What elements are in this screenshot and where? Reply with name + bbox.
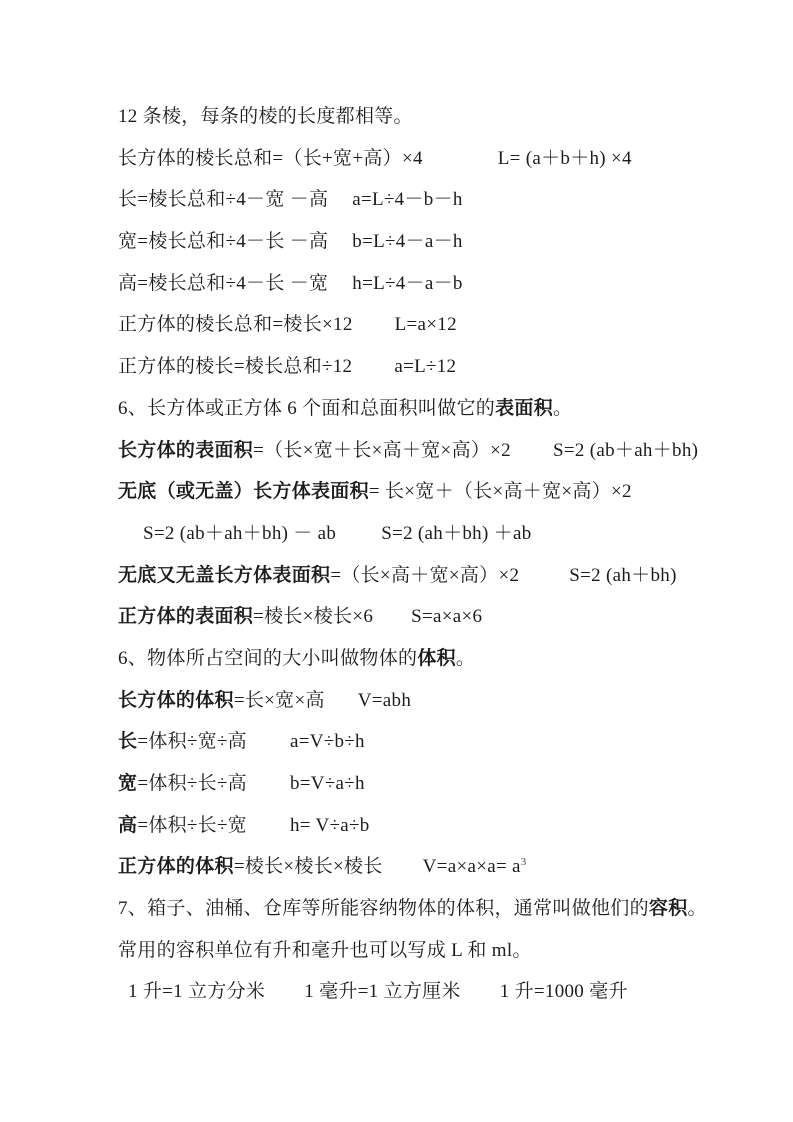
formula-term-bold: 无底又无盖长方体表面积 bbox=[118, 564, 331, 586]
text-line bbox=[118, 430, 733, 472]
text-segment: S=2 (ab＋ah＋bh) － ab bbox=[143, 522, 337, 544]
text-line bbox=[118, 513, 733, 555]
text-segment: 常用的容积单位有升和毫升也可以写成 L 和 ml。 bbox=[118, 939, 532, 961]
text-segment: =（长×宽＋长×高＋宽×高）×2 bbox=[253, 439, 511, 461]
text-segment: 1 毫升=1 立方厘米 bbox=[304, 981, 461, 1003]
formula-term-bold: 正方体的表面积 bbox=[118, 606, 254, 628]
text-line bbox=[118, 763, 733, 805]
text-segment: =体积÷宽÷高 bbox=[137, 731, 247, 753]
text-line bbox=[118, 638, 733, 680]
text-line bbox=[118, 96, 733, 138]
text-segment: L=a×12 bbox=[394, 314, 457, 336]
text-line bbox=[118, 971, 733, 1013]
text-segment: 长=棱长总和÷4－宽 －高 bbox=[118, 189, 329, 211]
text-segment: 7、箱子、油桶、仓库等所能容纳物体的体积，通常叫做他们的 bbox=[118, 898, 649, 920]
text-segment: V=abh bbox=[357, 689, 412, 711]
text-segment: a=V÷b÷h bbox=[289, 731, 365, 753]
text-segment: 。 bbox=[687, 898, 707, 920]
text-segment: 正方体的棱长总和=棱长×12 bbox=[118, 314, 353, 336]
text-segment: V=a×a×a= a bbox=[422, 856, 521, 878]
text-line bbox=[118, 179, 733, 221]
text-segment: = 长×宽＋（长×高＋宽×高）×2 bbox=[368, 481, 632, 503]
text-segment: 正方体的棱长=棱长总和÷12 bbox=[118, 356, 353, 378]
text-segment: S=a×a×6 bbox=[411, 606, 483, 628]
formula-term-bold: 长方体的表面积 bbox=[118, 439, 254, 461]
text-segment: L= (a＋b＋h) ×4 bbox=[497, 147, 632, 169]
text-line bbox=[118, 721, 733, 763]
text-segment: 长方体的棱长总和=（长+宽+高）×4 bbox=[118, 147, 423, 169]
formula-term-bold: 长方体的体积 bbox=[118, 689, 234, 711]
text-segment: 6、物体所占空间的大小叫做物体的 bbox=[118, 647, 418, 669]
formula-term-bold: 容积 bbox=[648, 898, 688, 920]
text-segment: S=2 (ah＋bh) bbox=[569, 564, 677, 586]
text-segment: h= V÷a÷b bbox=[289, 814, 370, 836]
formula-term-bold: 正方体的体积 bbox=[118, 856, 234, 878]
text-line: 正方体的体积=棱长×棱长×棱长 $V=a\times a\times a= a^3$ bbox=[118, 846, 733, 888]
text-segment: 。 bbox=[455, 647, 476, 669]
text-line bbox=[118, 471, 733, 513]
text-line bbox=[118, 304, 733, 346]
formula-term-bold: 宽 bbox=[118, 773, 138, 794]
text-segment: =体积÷长÷宽 bbox=[137, 814, 247, 836]
text-segment: a=L÷12 bbox=[394, 356, 457, 378]
text-segment: b=V÷a÷h bbox=[289, 773, 365, 794]
text-line bbox=[118, 221, 733, 263]
formula-term-bold: 表面积 bbox=[495, 397, 554, 419]
text-segment: h=L÷4－a－b bbox=[352, 272, 463, 294]
text-segment: 高=棱长总和÷4－长 －宽 bbox=[118, 272, 329, 294]
text-segment: =棱长×棱长×棱长 bbox=[233, 856, 383, 878]
text-line bbox=[118, 680, 733, 722]
text-line bbox=[118, 555, 733, 597]
text-segment: a=L÷4－b－h bbox=[352, 189, 463, 211]
document-body bbox=[118, 96, 733, 1013]
text-segment: 1 升=1 立方分米 bbox=[128, 981, 266, 1003]
text-segment: b=L÷4－a－h bbox=[352, 231, 463, 253]
formula-term-bold: 高 bbox=[118, 814, 138, 836]
text-segment: =体积÷长÷高 bbox=[137, 773, 247, 794]
formula-term-bold: 体积 bbox=[417, 647, 456, 669]
text-segment: =长×宽×高 bbox=[233, 689, 325, 711]
text-line bbox=[118, 388, 733, 430]
text-segment: =棱长×棱长×6 bbox=[253, 606, 374, 628]
text-line bbox=[118, 346, 733, 388]
text-line bbox=[118, 138, 733, 180]
text-segment: 1 升=1000 毫升 bbox=[499, 981, 628, 1003]
text-segment: 6、长方体或正方体 6 个面和总面积叫做它的 bbox=[118, 397, 496, 419]
text-segment: S=2 (ah＋bh) ＋ab bbox=[381, 522, 532, 544]
text-line bbox=[118, 596, 733, 638]
text-segment: 12 条棱，每条的棱的长度都相等。 bbox=[118, 106, 413, 127]
formula-term-bold: 长 bbox=[118, 731, 138, 753]
text-segment: 。 bbox=[553, 397, 573, 419]
text-line bbox=[118, 888, 733, 930]
text-segment: S=2 (ab＋ah＋bh) bbox=[553, 439, 699, 461]
text-line bbox=[118, 263, 733, 305]
text-segment: =（长×高＋宽×高）×2 bbox=[330, 564, 520, 586]
text-line bbox=[118, 805, 733, 847]
formula-term-bold: 无底（或无盖）长方体表面积 bbox=[118, 481, 369, 503]
text-segment: 宽=棱长总和÷4－长 －高 bbox=[118, 231, 329, 253]
text-line bbox=[118, 930, 733, 972]
